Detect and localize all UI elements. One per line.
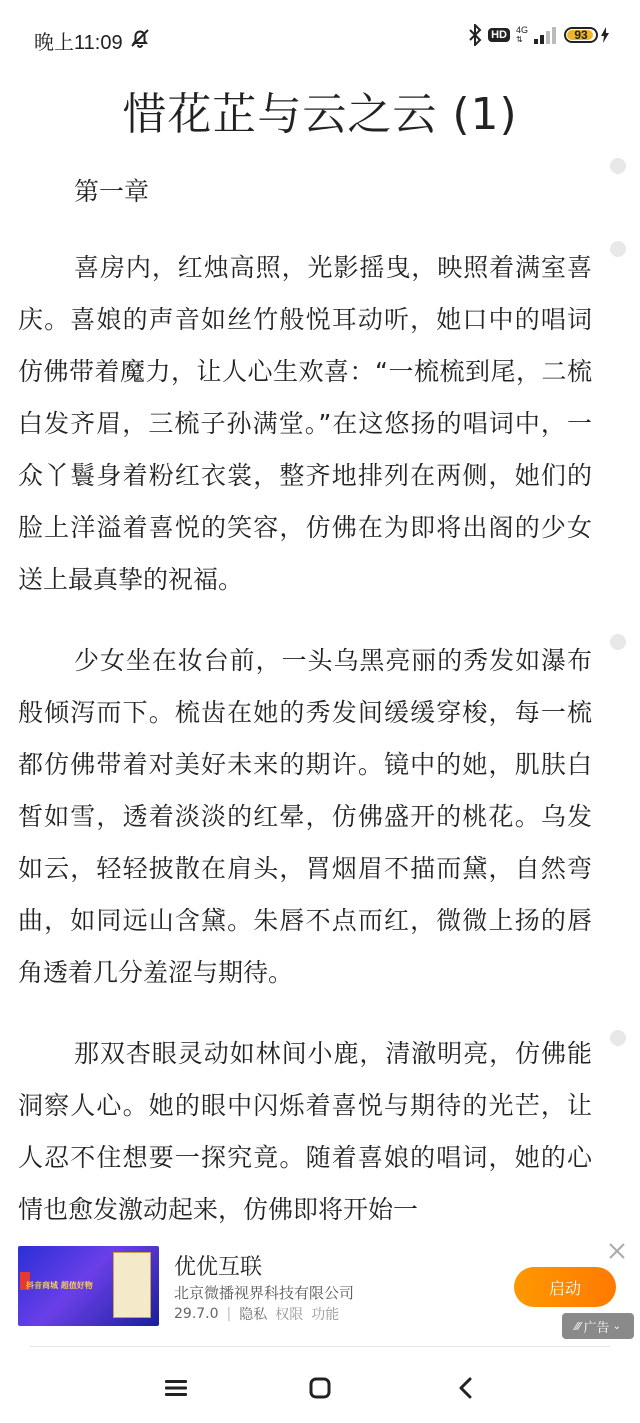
paragraph: 那双杏眼灵动如林间小鹿，清澈明亮，仿佛能洞察人心。她的眼中闪烁着喜悦与期待的光芒，让人忍不住想要一探究竟。随着喜娘的唱词，她的心情也愈发激动起来，仿佛即将开始一 xyxy=(18,1039,592,1224)
ad-image-book xyxy=(113,1252,151,1318)
permissions-link[interactable]: 权限 xyxy=(275,1307,304,1323)
divider xyxy=(30,1346,610,1347)
home-icon xyxy=(309,1377,331,1399)
back-button[interactable] xyxy=(446,1368,486,1408)
ad-company: 北京微播视界科技有限公司 xyxy=(174,1284,355,1302)
separator: | xyxy=(226,1306,232,1322)
privacy-link[interactable]: 隐私 xyxy=(239,1307,268,1323)
battery-percent: 93 xyxy=(574,28,588,42)
paragraph-marker[interactable] xyxy=(610,634,626,650)
page-title: 惜花芷与云之云 (1) xyxy=(122,89,518,140)
network-type: 4G xyxy=(515,25,528,35)
status-bar xyxy=(0,0,640,76)
status-icons xyxy=(468,24,610,46)
ad-logo-icon: ⁄⁄⁄ xyxy=(575,1319,581,1333)
ad-version: 29.7.0 xyxy=(174,1306,219,1322)
ad-image-text: 抖音商城 超值好物 xyxy=(26,1281,93,1290)
paragraph-marker[interactable] xyxy=(610,1030,626,1046)
ad-image[interactable] xyxy=(18,1246,159,1326)
battery-icon xyxy=(564,27,598,43)
features-link[interactable]: 功能 xyxy=(311,1307,340,1323)
ad-label-text: 广告 xyxy=(583,1320,610,1336)
paragraph: 少女坐在妆台前，一头乌黑亮丽的秀发如瀑布般倾泻而下。梳齿在她的秀发间缓缓穿梭，每一梳都仿佛带着对美好未来的期许。镜中的她，肌肤白皙如雪，透着淡淡的红晕，仿佛盛开的桃花。乌发如云，轻轻披散在肩头，罥烟眉不描而黛，自然弯曲，如同远山含黛。朱唇不点而红，微微上扬的唇角透着几分羞涩与期待。 xyxy=(18,646,592,987)
chevron-down-icon: ⌄ xyxy=(612,1320,621,1332)
paragraph-marker[interactable] xyxy=(610,158,626,174)
back-icon xyxy=(458,1377,474,1399)
hd-badge: HD xyxy=(488,28,510,42)
menu-button[interactable] xyxy=(156,1368,196,1408)
ad-app-name[interactable]: 优优互联 xyxy=(174,1255,263,1280)
data-arrows-icon: ⇅ xyxy=(515,35,523,44)
start-button[interactable]: 启动 xyxy=(514,1267,616,1307)
bell-off-icon xyxy=(128,26,152,50)
battery-indicator xyxy=(564,27,610,43)
ad-label-badge[interactable] xyxy=(562,1313,634,1339)
home-button[interactable] xyxy=(300,1368,340,1408)
paragraph-marker[interactable] xyxy=(610,241,626,257)
system-nav-bar xyxy=(0,1352,640,1423)
article-body[interactable] xyxy=(18,166,592,1265)
status-time: 晚上11:09 xyxy=(34,32,123,54)
bluetooth-icon xyxy=(468,24,482,46)
close-icon[interactable] xyxy=(608,1242,626,1260)
charging-bolt-icon xyxy=(600,27,610,43)
signal-icon xyxy=(534,26,558,44)
menu-icon xyxy=(165,1379,187,1397)
ad-meta xyxy=(174,1304,339,1324)
network-indicator xyxy=(516,26,528,44)
chapter-heading: 第一章 xyxy=(74,177,150,206)
ad-banner[interactable] xyxy=(0,1232,640,1344)
paragraph: 喜房内，红烛高照，光影摇曳，映照着满室喜庆。喜娘的声音如丝竹般悦耳动听，她口中的唱词仿佛带着魔力，让人心生欢喜：“一梳梳到尾，二梳白发齐眉，三梳子孙满堂。”在这悠扬的唱词中，一众丫鬟身着粉红衣裳，整齐地排列在两侧，她们的脸上洋溢着喜悦的笑容，仿佛在为即将出阁的少女送上最真挚的祝福。 xyxy=(18,253,592,594)
